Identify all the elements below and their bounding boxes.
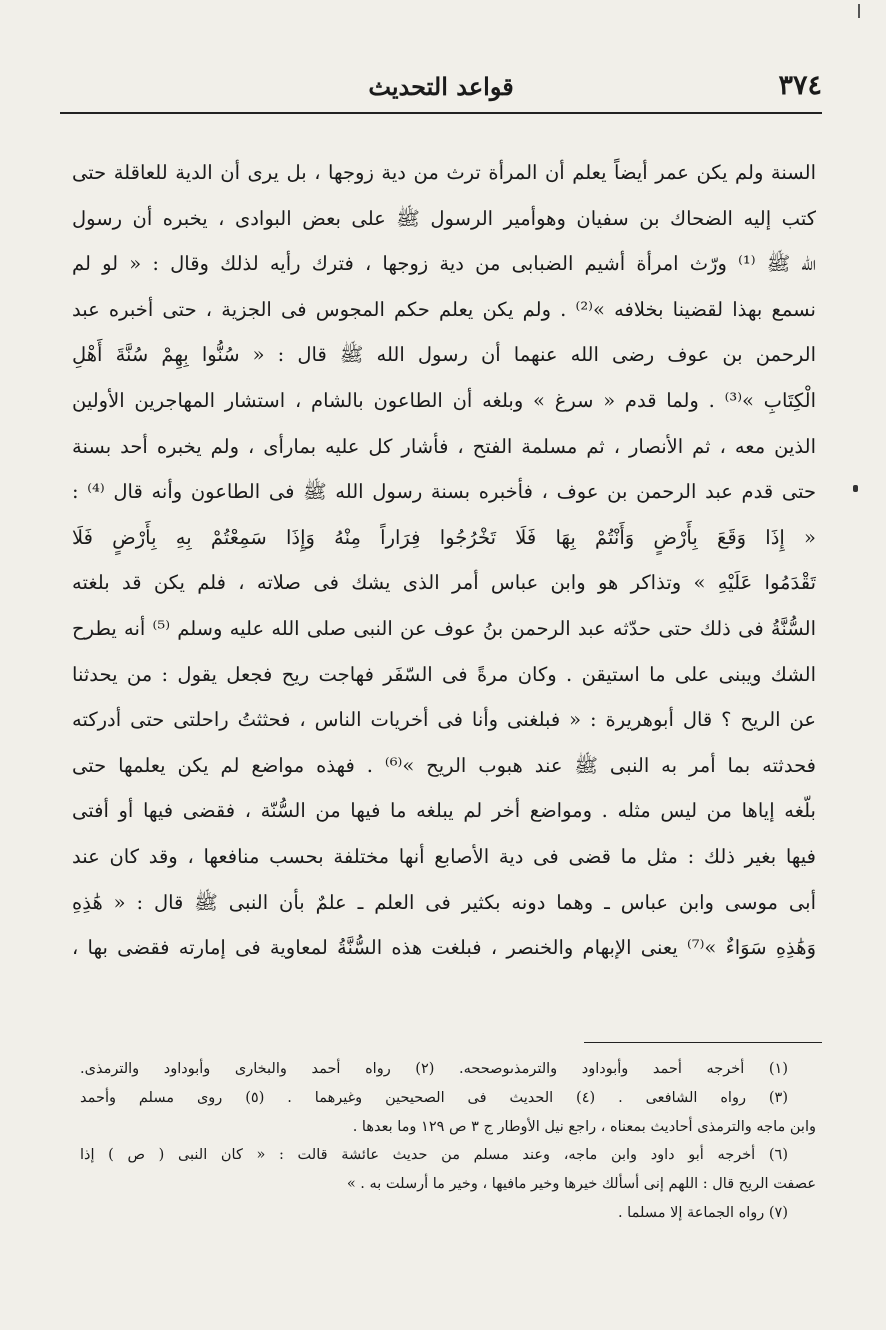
footnote-line: وابن ماجه والترمذى أحاديث بمعناه ، راجع نيل الأوطار ج ٣ ص ١٢٩ وما بعدها . [352,1118,816,1135]
body-line: فيها بغير ذلك : مثل ما قضى فى دية الأصابع أنها مختلفة بحسب منافعها ، وقد كان عند [72,844,816,868]
footnote-line: عصفت الريح قال : اللهم إنى أسألك خيرها وخير مافيها ، وخير ما أرسلت به . » [346,1176,816,1193]
page-header [60,66,822,110]
body-line: الرحمن بن عوف رضى الله عنهما أن رسول الله ﷺ قال : « سُنُّوا بِهِمْ سُنَّةَ أَهْلِ [72,343,816,367]
body-line: الشك ويبنى على ما استيقن . وكان مرةً فى السّفَر فهاجت ريح فجعل يقول : من يحدثنا [72,662,816,686]
body-line: عن الريح ؟ قال أبوهريرة : « فبلغنى وأنا فى أخريات الناس ، فحثثتُ راحلتى حتى أدركته [72,708,816,732]
footnote-line: (١) أخرجه أحمد وأبوداود والترمذىوصححه. (٢) رواه أحمد والبخارى وأبوداود والترمذى. [80,1061,788,1077]
body-line: السُّنَّةُ فى ذلك حتى حدّثه عبد الرحمن بنُ عوف عن النبى صلى الله عليه وسلم ⁽⁵⁾ أنه يطرح [72,616,816,640]
ink-dot [853,485,858,492]
body-line: الذين معه ، ثم الأنصار ، ثم مسلمة الفتح ، فأشار كل عليه بمارأى ، ولم يخبره أحد بسنة [72,434,816,458]
body-line: « إِذَا وَقَعَ بِأَرْضٍ وَأَنْتُمْ بِهَا فَلَا تَخْرُجُوا فِرَاراً مِنْهُ وَإِذَا سَمِعْتُمْ بِهِ بِأَرْضٍ فَلَا [72,525,816,549]
scan-edge-mark [858,4,860,18]
body-line: تَقْدَمُوا عَلَيْهِ » وتذاكر هو وابن عباس أمر الذى يشك فى صلاته ، فلم يكن قد بلغته [72,571,816,595]
body-line: أبى موسى وابن عباس ـ وهما دونه بكثير فى العلم ـ علمٌ بأن النبى ﷺ قال : « هَٰذِهِ [72,890,816,914]
body-line: حتى قدم عبد الرحمن بن عوف ، فأخبره بسنة رسول الله ﷺ فى الطاعون وأنه قال ⁽⁴⁾ : [72,480,816,504]
running-title: قواعد التحديث [368,72,514,101]
body-line: وَهَٰذِهِ سَوَاءٌ »⁽⁷⁾ يعنى الإبهام والخنصر ، فبلغت هذه السُّنَّةُ لمعاوية فى إمارته فقضى بها ، [72,936,816,960]
page-number: ٣٧٤ [778,70,822,101]
footnotes [80,1055,816,1228]
body-line: نسمع بهذا لقضينا بخلافه »⁽²⁾ . ولم يكن يعلم حكم المجوس فى الجزية ، حتى أخبره عبد [72,297,816,321]
footnote-line: (٦) أخرجه أبو داود وابن ماجه، وعند مسلم من حديث عائشة قالت : « كان النبى ( ص ) إذا [80,1147,788,1164]
body-line: الْكِتَابِ »⁽³⁾ . ولما قدم « سرغ » وبلغه أن الطاعون بالشام ، استشار المهاجرين الأولين [72,388,816,412]
header-rule [60,112,822,114]
footnote-line: (٣) رواه الشافعى . (٤) الحديث فى الصحيحين وغيرهما . (٥) روى مسلم وأحمد [80,1089,788,1106]
body-text [72,150,816,971]
body-line: السنة ولم يكن عمر أيضاً يعلم أن المرأة ترث من دية زوجها ، بل يرى أن الدية للعاقلة حتى [72,161,816,184]
body-line: فحدثته بما أمر به النبى ﷺ عند هبوب الريح »⁽⁶⁾ . فهذه مواضع لم يكن يعلمها حتى [72,753,816,777]
body-line: الله ﷺ ⁽¹⁾ ورّث امرأة أشيم الضبابى من دية زوجها ، فترك رأيه لذلك وقال : « لو لم [72,252,816,276]
footnote-rule [584,1042,822,1043]
body-line: بلّغه إياها من ليس مثله . ومواضع أخر لم يبلغه ما فيها من السُّنّة ، فقضى فيها أو أفتى [72,799,816,823]
body-line: كتب إليه الضحاك بن سفيان وهوأمير الرسول ﷺ على بعض البوادى ، يخبره أن رسول [72,206,816,230]
footnote-line: (٧) رواه الجماعة إلا مسلما . [617,1204,788,1221]
